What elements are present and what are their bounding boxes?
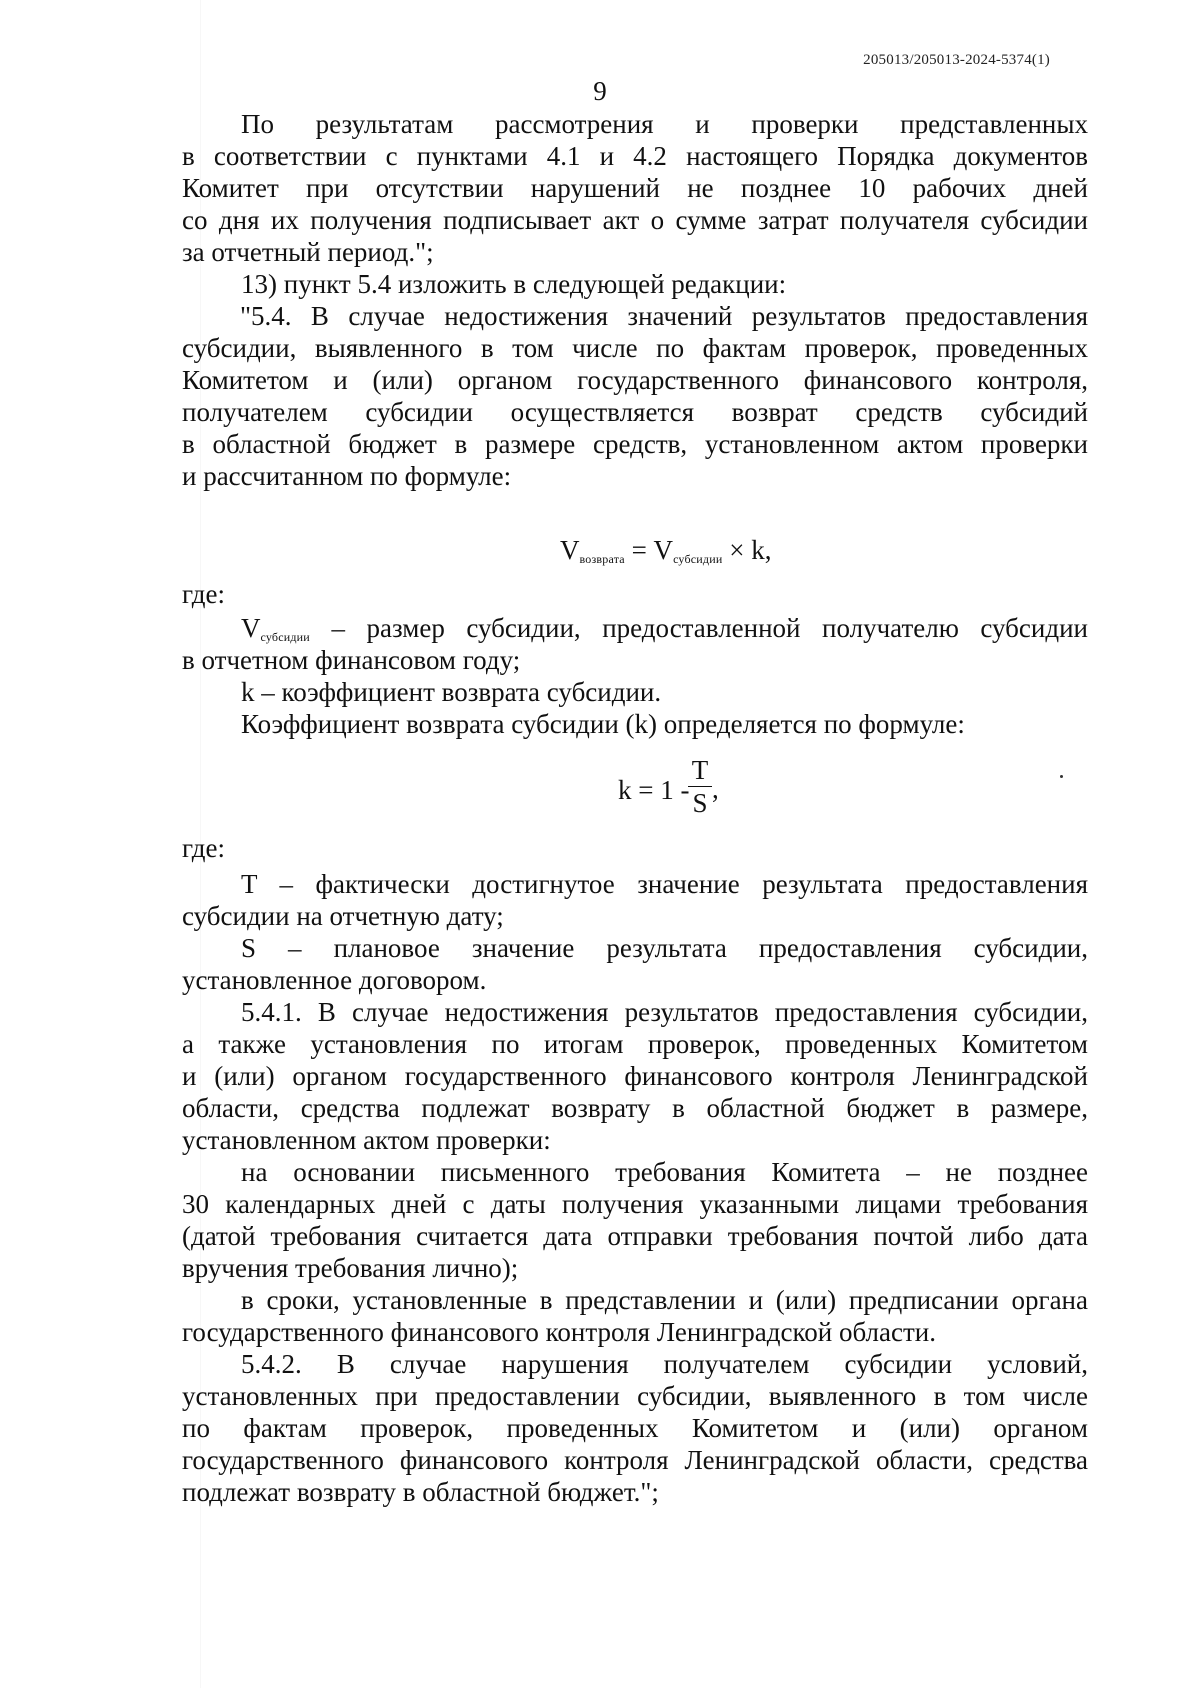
text-line: По результатам рассмотрения и проверки представленных	[241, 109, 1088, 139]
page-number: 9	[593, 76, 607, 106]
text-line: Комитетом и (или) органом государственного финансового контроля,	[182, 365, 1088, 395]
text-line: вручения требования лично);	[182, 1253, 519, 1283]
where-label: где:	[182, 833, 225, 863]
text-line: в областной бюджет в размере средств, установленном актом проверки	[182, 429, 1088, 459]
document-id: 205013/205013-2024-5374(1)	[863, 52, 1050, 68]
text-line: 5.4.1. В случае недостижения результатов предоставления субсидии,	[241, 997, 1088, 1027]
formula-subscript: возврата	[579, 552, 625, 566]
text-line: установленное договором.	[182, 965, 487, 995]
text-line: субсидии на отчетную дату;	[182, 901, 504, 931]
formula-subscript: субсидии	[673, 552, 723, 566]
text-line: в отчетном финансовом году;	[182, 645, 521, 675]
formula-return-coefficient	[618, 774, 689, 806]
text-line: со дня их получения подписывает акт о сумме затрат получателя субсидии	[182, 205, 1088, 235]
text-line: получателем субсидии осуществляется возврат средств субсидий	[182, 397, 1088, 427]
formula-symbol: V	[560, 535, 580, 565]
text-line: области, средства подлежат возврату в областной бюджет в размере,	[182, 1093, 1088, 1123]
formula-comma: ,	[712, 774, 719, 804]
text-line: и (или) органом государственного финансового контроля Ленинградской	[182, 1061, 1088, 1091]
definition-line: k – коэффициент возврата субсидии.	[241, 677, 662, 707]
text-line: а также установления по итогам проверок, проведенных Комитетом	[182, 1029, 1088, 1059]
text-line: подлежат возврату в областной бюджет.";	[182, 1477, 659, 1507]
text-line: в сроки, установленные в представлении и (или) предписании органа	[241, 1285, 1088, 1315]
formula-symbol: k = 1 -	[618, 775, 690, 805]
text-line: государственного финансового контроля Ленинградской области.	[182, 1317, 936, 1347]
formula-symbol: = V	[624, 535, 674, 565]
text-line: 30 календарных дней с даты получения указанными лицами требования	[182, 1189, 1088, 1219]
text-line: 5.4.2. В случае нарушения получателем субсидии условий,	[241, 1349, 1088, 1379]
fraction-bar	[688, 786, 712, 787]
text-line: субсидии, выявленного в том числе по фактам проверок, проведенных	[182, 333, 1088, 363]
definition-text: – размер субсидии, предоставленной получателю субсидии	[309, 613, 1088, 643]
where-label: где:	[182, 579, 225, 609]
definition-subscript: субсидии	[260, 630, 310, 644]
text-line: 13) пункт 5.4 изложить в следующей редакции:	[241, 269, 787, 299]
text-line: Коэффициент возврата субсидии (k) определяется по формуле:	[241, 709, 965, 739]
scan-speck	[1060, 775, 1063, 778]
text-line: и рассчитанном по формуле:	[182, 461, 512, 491]
text-line: по фактам проверок, проведенных Комитетом и (или) органом	[182, 1413, 1088, 1443]
definition-line: S – плановое значение результата предоставления субсидии,	[241, 933, 1088, 963]
text-line: установленных при предоставлении субсидии, выявленного в том числе	[182, 1381, 1088, 1411]
formula-return-amount	[560, 534, 771, 571]
text-line: государственного финансового контроля Ленинградской области, средства	[182, 1445, 1088, 1475]
formula-fraction	[686, 756, 714, 817]
fraction-denominator: S	[692, 788, 708, 818]
text-line: на основании письменного требования Комитета – не позднее	[241, 1157, 1088, 1187]
text-line: (датой требования считается дата отправки требования почтой либо дата	[182, 1221, 1088, 1251]
formula-symbol: × k,	[722, 535, 772, 565]
text-line: установленном актом проверки:	[182, 1125, 551, 1155]
text-line: в соответствии с пунктами 4.1 и 4.2 настоящего Порядка документов	[182, 141, 1088, 171]
text-line: Комитет при отсутствии нарушений не позднее 10 рабочих дней	[182, 173, 1088, 203]
definition-symbol: V	[241, 613, 261, 643]
text-line: за отчетный период.";	[182, 237, 434, 267]
definition-line: T – фактически достигнутое значение результата предоставления	[241, 869, 1088, 899]
text-line: "5.4. В случае недостижения значений результатов предоставления	[240, 301, 1088, 331]
fraction-numerator: T	[691, 755, 709, 785]
